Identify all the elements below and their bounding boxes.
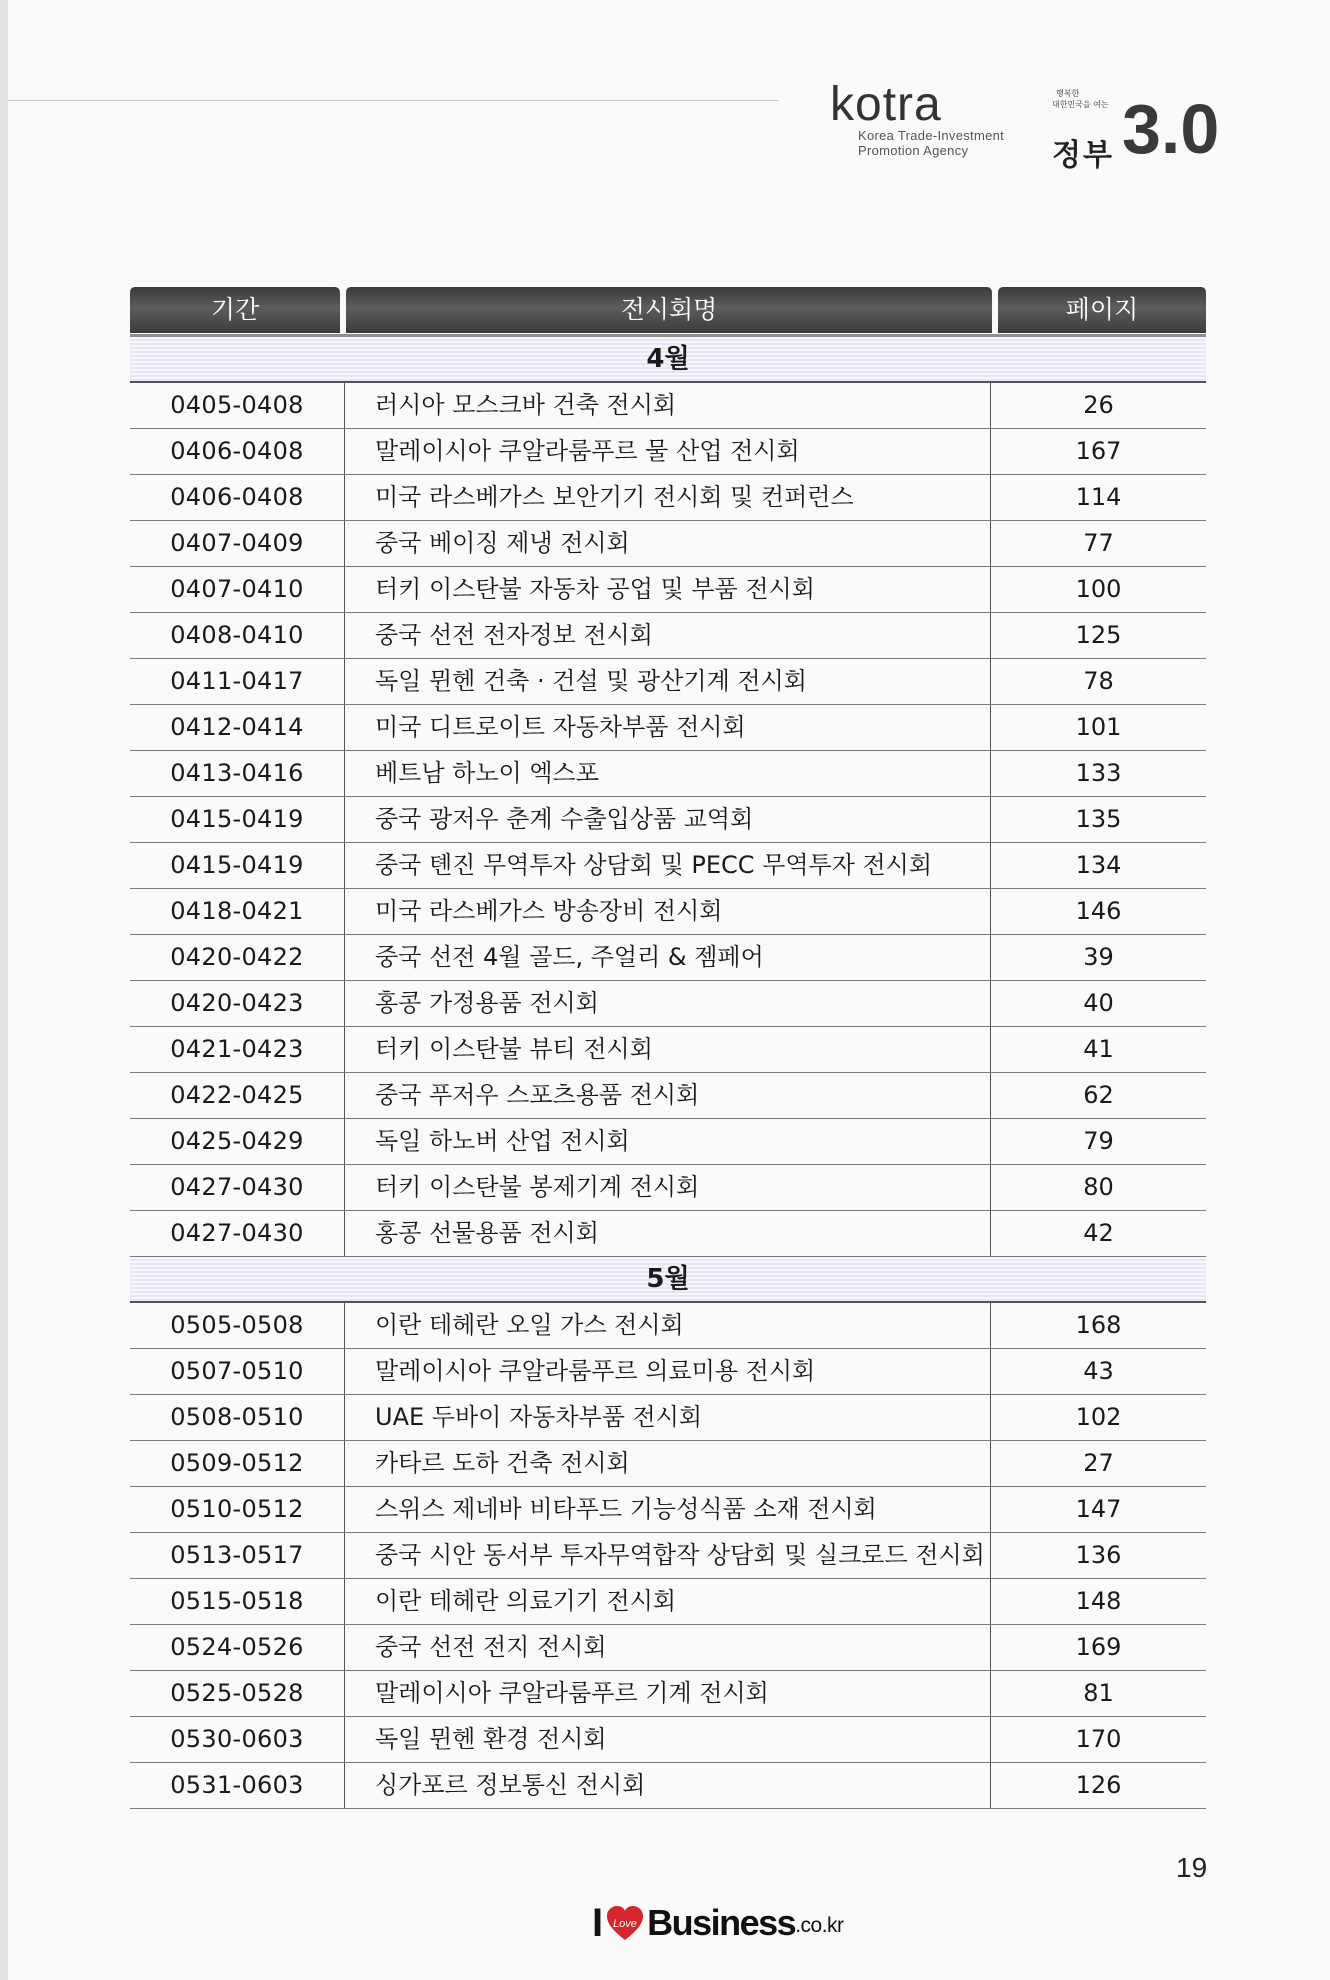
page-cell: 42 xyxy=(1083,1219,1114,1247)
table-header xyxy=(130,287,1206,337)
table-body xyxy=(130,337,1206,1809)
date-cell: 0524-0526 xyxy=(130,1625,345,1670)
date-cell: 0415-0419 xyxy=(130,843,345,888)
date-cell: 0508-0510 xyxy=(130,1395,345,1440)
table-row xyxy=(130,1027,1206,1073)
page-cell: 136 xyxy=(1075,1541,1122,1569)
page-cell: 101 xyxy=(1075,713,1122,741)
table-row xyxy=(130,1671,1206,1717)
column-header-period: 기간 xyxy=(130,287,340,333)
page-cell: 169 xyxy=(1075,1633,1122,1661)
table-row xyxy=(130,797,1206,843)
date-cell: 0420-0423 xyxy=(130,981,345,1026)
date-cell: 0513-0517 xyxy=(130,1533,345,1578)
date-cell: 0413-0416 xyxy=(130,751,345,796)
kotra-logo xyxy=(830,78,1030,158)
table-row xyxy=(130,843,1206,889)
column-header-page: 페이지 xyxy=(998,287,1206,333)
table-row xyxy=(130,889,1206,935)
gov-tagline-2: 대한민국을 여는 xyxy=(1052,100,1109,109)
exhibition-name-cell: 이란 테헤란 오일 가스 전시회 xyxy=(345,1303,991,1348)
table-row xyxy=(130,613,1206,659)
month-label: 5월 xyxy=(646,1264,690,1294)
date-cell: 0407-0409 xyxy=(130,521,345,566)
date-cell: 0425-0429 xyxy=(130,1119,345,1164)
date-cell: 0530-0603 xyxy=(130,1717,345,1762)
exhibition-name-cell: 중국 선전 4월 골드, 주얼리 & 젬페어 xyxy=(345,935,991,980)
logo-domain: .co.kr xyxy=(795,1914,844,1937)
exhibition-name-cell: 터키 이스탄불 뷰티 전시회 xyxy=(345,1027,991,1072)
gov-word: 정부 xyxy=(1052,138,1114,173)
page-cell: 43 xyxy=(1083,1357,1114,1385)
exhibition-name-cell: 터키 이스탄불 봉제기계 전시회 xyxy=(345,1165,991,1210)
table-row xyxy=(130,1119,1206,1165)
exhibition-name-cell: 미국 라스베가스 보안기기 전시회 및 컨퍼런스 xyxy=(345,475,991,520)
table-row xyxy=(130,1763,1206,1809)
page-cell: 78 xyxy=(1083,667,1114,695)
date-cell: 0427-0430 xyxy=(130,1211,345,1256)
page-cell: 26 xyxy=(1083,391,1114,419)
page-cell: 126 xyxy=(1075,1771,1122,1799)
date-cell: 0411-0417 xyxy=(130,659,345,704)
page-cell: 79 xyxy=(1083,1127,1114,1155)
exhibition-name-cell: 독일 뮌헨 건축 · 건설 및 광산기계 전시회 xyxy=(345,659,991,704)
table-row xyxy=(130,935,1206,981)
date-cell: 0406-0408 xyxy=(130,429,345,474)
date-cell: 0415-0419 xyxy=(130,797,345,842)
exhibition-name-cell: 중국 선전 전지 전시회 xyxy=(345,1625,991,1670)
page-number: 19 xyxy=(1176,1852,1208,1883)
kotra-wordmark: kotra xyxy=(830,78,942,131)
month-label: 4월 xyxy=(646,344,690,374)
kotra-subtitle-2: Promotion Agency xyxy=(858,143,969,158)
page-binding-edge xyxy=(0,0,8,1980)
exhibition-name-cell: 싱가포르 정보통신 전시회 xyxy=(345,1763,991,1808)
date-cell: 0525-0528 xyxy=(130,1671,345,1716)
table-row xyxy=(130,1349,1206,1395)
date-cell: 0408-0410 xyxy=(130,613,345,658)
exhibition-name-cell: 중국 푸저우 스포츠용품 전시회 xyxy=(345,1073,991,1118)
table-row xyxy=(130,751,1206,797)
gov-version: 3.0 xyxy=(1122,90,1220,168)
logo-i: I xyxy=(592,1901,604,1945)
header-rule xyxy=(8,100,778,101)
exhibition-name-cell: 중국 선전 전자정보 전시회 xyxy=(345,613,991,658)
page-cell: 147 xyxy=(1075,1495,1122,1523)
date-cell: 0505-0508 xyxy=(130,1303,345,1348)
table-row xyxy=(130,981,1206,1027)
table-row xyxy=(130,1487,1206,1533)
exhibition-name-cell: UAE 두바이 자동차부품 전시회 xyxy=(345,1395,991,1440)
table-row xyxy=(130,475,1206,521)
exhibition-name-cell: 중국 광저우 춘계 수출입상품 교역회 xyxy=(345,797,991,842)
kotra-subtitle-1: Korea Trade-Investment xyxy=(858,128,1005,143)
exhibition-name-cell: 미국 디트로이트 자동차부품 전시회 xyxy=(345,705,991,750)
exhibition-name-cell: 독일 뮌헨 환경 전시회 xyxy=(345,1717,991,1762)
date-cell: 0531-0603 xyxy=(130,1763,345,1808)
table-row xyxy=(130,1717,1206,1763)
gov-tagline-1: 행복한 xyxy=(1056,89,1080,98)
column-header-exhibition-name: 전시회명 xyxy=(346,287,992,333)
date-cell: 0407-0410 xyxy=(130,567,345,612)
page-cell: 114 xyxy=(1075,483,1122,511)
date-cell: 0421-0423 xyxy=(130,1027,345,1072)
date-cell: 0510-0512 xyxy=(130,1487,345,1532)
exhibition-name-cell: 중국 톈진 무역투자 상담회 및 PECC 무역투자 전시회 xyxy=(345,843,991,888)
table-row xyxy=(130,1165,1206,1211)
table-row xyxy=(130,1441,1206,1487)
table-row xyxy=(130,383,1206,429)
page-cell: 133 xyxy=(1075,759,1122,787)
page-cell: 100 xyxy=(1075,575,1122,603)
exhibition-name-cell: 중국 베이징 제냉 전시회 xyxy=(345,521,991,566)
table-row xyxy=(130,1211,1206,1257)
exhibition-table xyxy=(130,287,1206,1809)
exhibition-name-cell: 말레이시아 쿠알라룸푸르 의료미용 전시회 xyxy=(345,1349,991,1394)
exhibition-name-cell: 터키 이스탄불 자동차 공업 및 부품 전시회 xyxy=(345,567,991,612)
month-section-header xyxy=(130,1257,1206,1303)
table-row xyxy=(130,659,1206,705)
page-cell: 81 xyxy=(1083,1679,1114,1707)
page-cell: 40 xyxy=(1083,989,1114,1017)
date-cell: 0427-0430 xyxy=(130,1165,345,1210)
date-cell: 0405-0408 xyxy=(130,383,345,428)
date-cell: 0422-0425 xyxy=(130,1073,345,1118)
table-row xyxy=(130,429,1206,475)
exhibition-name-cell: 중국 시안 동서부 투자무역합작 상담회 및 실크로드 전시회 xyxy=(345,1533,991,1578)
exhibition-name-cell: 스위스 제네바 비타푸드 기능성식품 소재 전시회 xyxy=(345,1487,991,1532)
exhibition-name-cell: 홍콩 가정용품 전시회 xyxy=(345,981,991,1026)
logo-business: Business xyxy=(647,1902,796,1943)
page-cell: 170 xyxy=(1075,1725,1122,1753)
i-love-business-logo xyxy=(592,1893,844,1943)
exhibition-name-cell: 말레이시아 쿠알라룸푸르 기계 전시회 xyxy=(345,1671,991,1716)
page-cell: 135 xyxy=(1075,805,1122,833)
date-cell: 0406-0408 xyxy=(130,475,345,520)
page-cell: 80 xyxy=(1083,1173,1114,1201)
page-cell: 39 xyxy=(1083,943,1114,971)
date-cell: 0509-0512 xyxy=(130,1441,345,1486)
page-cell: 125 xyxy=(1075,621,1122,649)
table-row xyxy=(130,1303,1206,1349)
heart-icon xyxy=(606,1905,644,1943)
page-cell: 134 xyxy=(1075,851,1122,879)
table-row xyxy=(130,1533,1206,1579)
page-cell: 168 xyxy=(1075,1311,1122,1339)
date-cell: 0420-0422 xyxy=(130,935,345,980)
exhibition-name-cell: 홍콩 선물용품 전시회 xyxy=(345,1211,991,1256)
table-row xyxy=(130,1395,1206,1441)
month-section-header xyxy=(130,337,1206,383)
date-cell: 0418-0421 xyxy=(130,889,345,934)
table-row xyxy=(130,705,1206,751)
exhibition-name-cell: 말레이시아 쿠알라룸푸르 물 산업 전시회 xyxy=(345,429,991,474)
table-row xyxy=(130,1073,1206,1119)
exhibition-name-cell: 이란 테헤란 의료기기 전시회 xyxy=(345,1579,991,1624)
date-cell: 0515-0518 xyxy=(130,1579,345,1624)
table-row xyxy=(130,1625,1206,1671)
page-cell: 167 xyxy=(1075,437,1122,465)
table-row xyxy=(130,521,1206,567)
page-cell: 77 xyxy=(1083,529,1114,557)
page-cell: 148 xyxy=(1075,1587,1122,1615)
exhibition-name-cell: 독일 하노버 산업 전시회 xyxy=(345,1119,991,1164)
date-cell: 0507-0510 xyxy=(130,1349,345,1394)
table-row xyxy=(130,1579,1206,1625)
table-row xyxy=(130,567,1206,613)
government-3-0-logo xyxy=(1052,88,1220,173)
exhibition-name-cell: 미국 라스베가스 방송장비 전시회 xyxy=(345,889,991,934)
date-cell: 0412-0414 xyxy=(130,705,345,750)
logo-love: Love xyxy=(613,1918,638,1930)
exhibition-name-cell: 카타르 도하 건축 전시회 xyxy=(345,1441,991,1486)
page-cell: 27 xyxy=(1083,1449,1114,1477)
page-cell: 102 xyxy=(1075,1403,1122,1431)
page-cell: 146 xyxy=(1075,897,1122,925)
exhibition-name-cell: 러시아 모스크바 건축 전시회 xyxy=(345,383,991,428)
page-cell: 41 xyxy=(1083,1035,1114,1063)
exhibition-name-cell: 베트남 하노이 엑스포 xyxy=(345,751,991,796)
page-cell: 62 xyxy=(1083,1081,1114,1109)
